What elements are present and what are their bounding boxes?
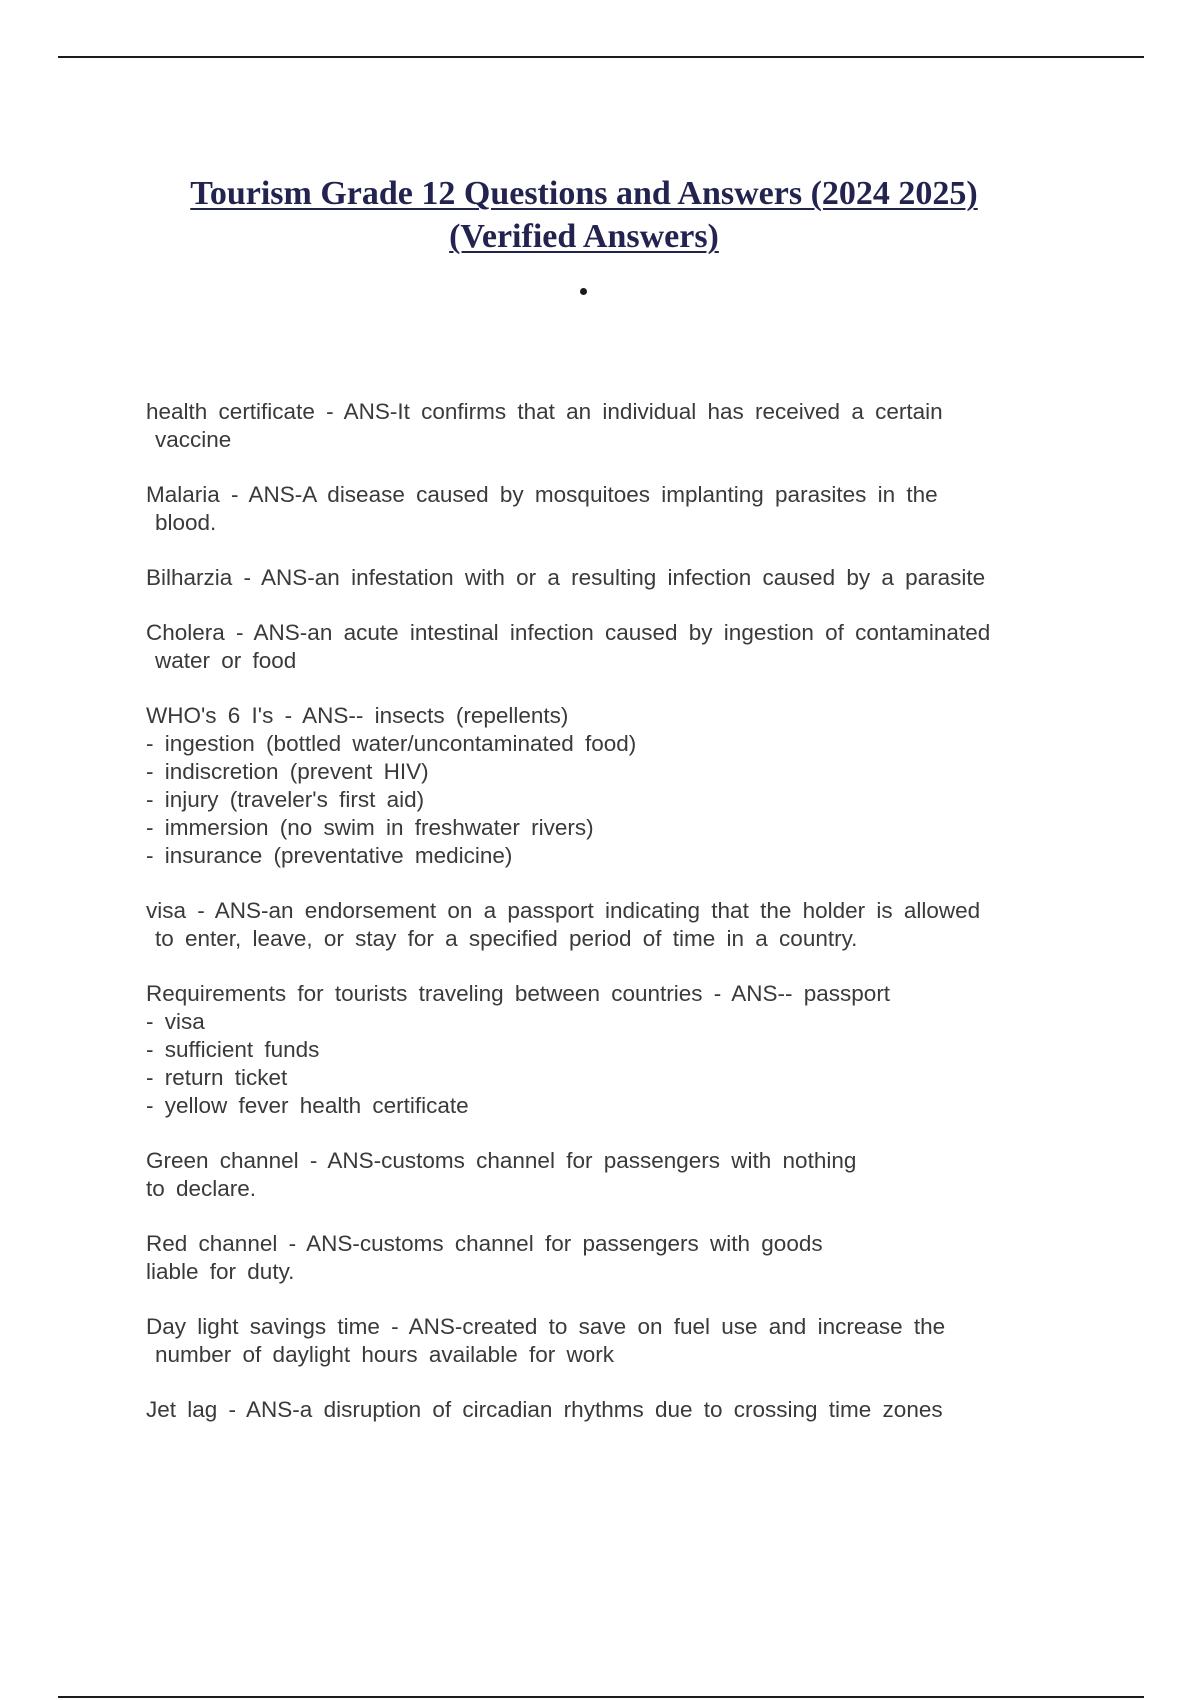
title-line-2: (Verified Answers) bbox=[449, 218, 719, 255]
entry-line: - insurance (preventative medicine) bbox=[146, 843, 513, 868]
qa-entry-red-channel bbox=[146, 1230, 1076, 1286]
qa-entry-daylight-savings bbox=[146, 1313, 1076, 1369]
entry-line: number of daylight hours available for work bbox=[155, 1342, 614, 1367]
entry-line: - visa bbox=[146, 1009, 205, 1034]
bullet-dot-icon bbox=[580, 288, 587, 295]
qa-entry-who-6-is bbox=[146, 702, 1076, 870]
entry-line: vaccine bbox=[155, 427, 232, 452]
entry-line: visa - ANS-an endorsement on a passport indicating that the holder is allowed bbox=[146, 898, 981, 923]
entry-line: Malaria - ANS-A disease caused by mosquitoes implanting parasites in the bbox=[146, 482, 938, 507]
entry-line: health certificate - ANS-It confirms that an individual has received a certain bbox=[146, 399, 943, 424]
entry-line: Requirements for tourists traveling between countries - ANS-- passport bbox=[146, 981, 891, 1006]
qa-entry-requirements bbox=[146, 980, 1076, 1120]
entry-line: - ingestion (bottled water/uncontaminated food) bbox=[146, 731, 637, 756]
qa-entry-cholera bbox=[146, 619, 1076, 675]
qa-entry-malaria bbox=[146, 481, 1076, 537]
entry-line: to declare. bbox=[146, 1176, 257, 1201]
entry-line: WHO's 6 I's - ANS-- insects (repellents) bbox=[146, 703, 569, 728]
entry-line: Jet lag - ANS-a disruption of circadian rhythms due to crossing time zones bbox=[146, 1397, 943, 1422]
entry-line: - immersion (no swim in freshwater rivers) bbox=[146, 815, 594, 840]
entry-line: - yellow fever health certificate bbox=[146, 1093, 469, 1118]
entry-line: Green channel - ANS-customs channel for passengers with nothing bbox=[146, 1148, 857, 1173]
entry-line: Red channel - ANS-customs channel for passengers with goods bbox=[146, 1231, 823, 1256]
page-title bbox=[0, 172, 1168, 258]
entry-line: - sufficient funds bbox=[146, 1037, 320, 1062]
entry-line: water or food bbox=[155, 648, 297, 673]
qa-entry-green-channel bbox=[146, 1147, 1076, 1203]
entry-line: blood. bbox=[155, 510, 217, 535]
entry-line: - indiscretion (prevent HIV) bbox=[146, 759, 429, 784]
footer-rule bbox=[58, 1696, 1144, 1698]
entry-line: liable for duty. bbox=[146, 1259, 295, 1284]
entry-line: - return ticket bbox=[146, 1065, 288, 1090]
entry-line: Day light savings time - ANS-created to save on fuel use and increase the bbox=[146, 1314, 946, 1339]
header-rule bbox=[58, 56, 1144, 58]
title-line-1: Tourism Grade 12 Questions and Answers (2024 2025) bbox=[190, 175, 978, 212]
qa-entry-visa bbox=[146, 897, 1076, 953]
entry-line: Bilharzia - ANS-an infestation with or a resulting infection caused by a parasite bbox=[146, 565, 986, 590]
entry-line: - injury (traveler's first aid) bbox=[146, 787, 425, 812]
qa-entry-health-certificate bbox=[146, 398, 1076, 454]
entry-line: to enter, leave, or stay for a specified period of time in a country. bbox=[155, 926, 858, 951]
qa-entry-jet-lag bbox=[146, 1396, 1076, 1424]
qa-list bbox=[146, 398, 1076, 1451]
qa-entry-bilharzia bbox=[146, 564, 1076, 592]
entry-line: Cholera - ANS-an acute intestinal infection caused by ingestion of contaminated bbox=[146, 620, 991, 645]
